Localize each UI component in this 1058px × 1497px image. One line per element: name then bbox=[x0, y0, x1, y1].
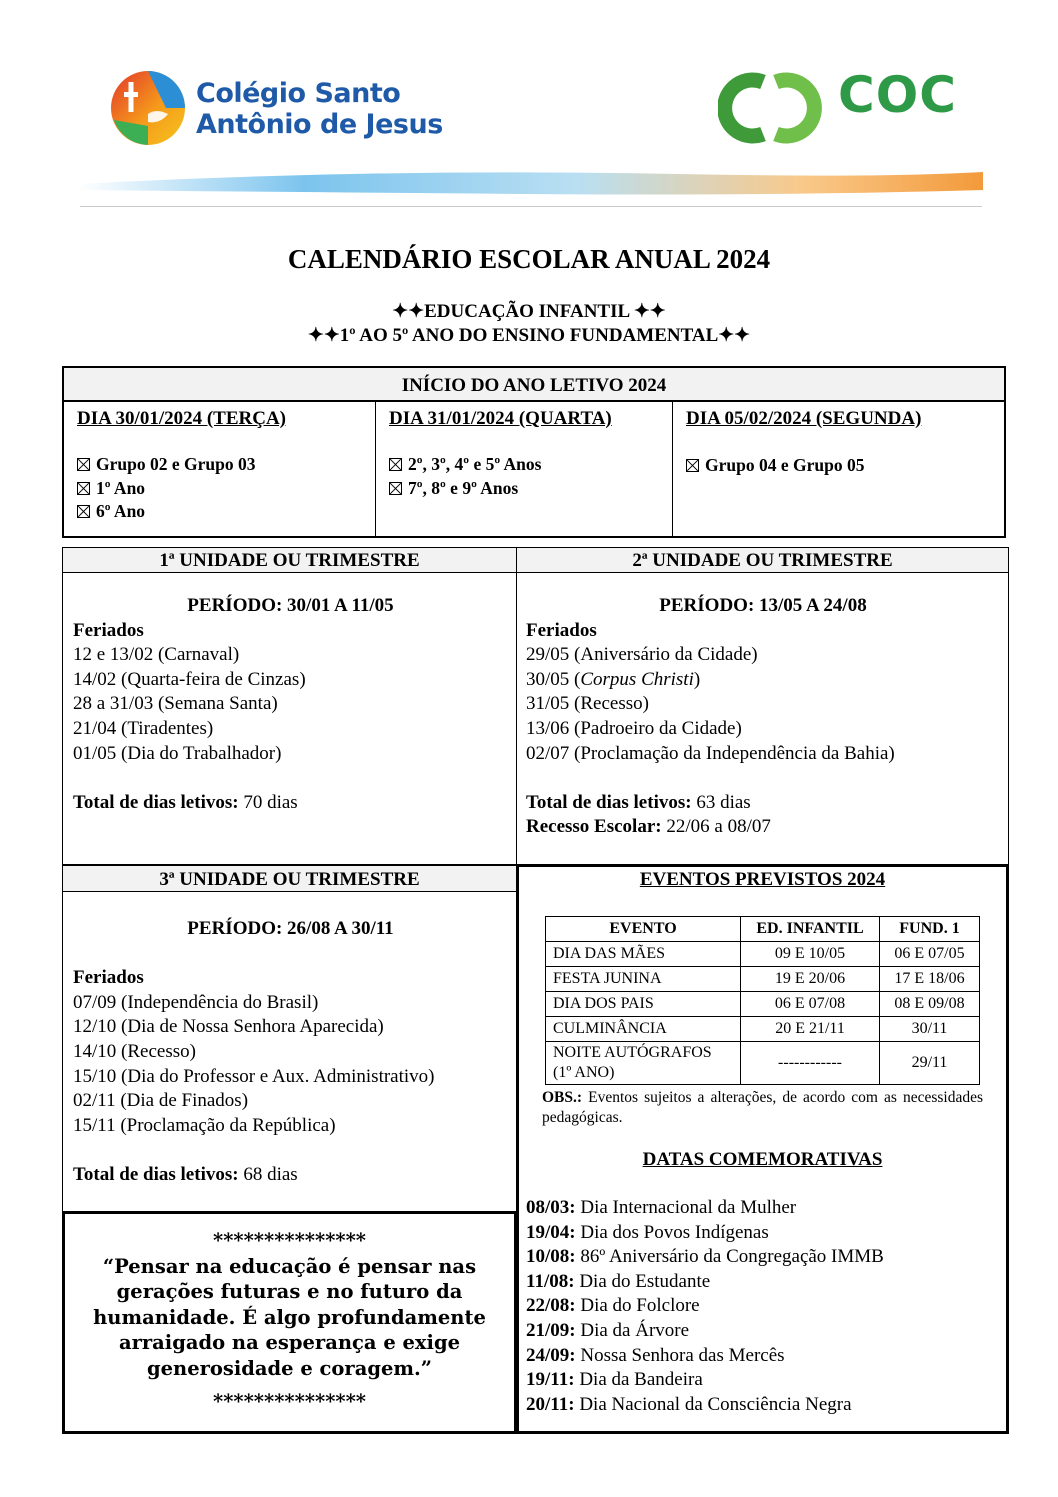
feriado-item: 07/09 (Independência do Brasil) bbox=[73, 991, 319, 1013]
feriados-label: Feriados bbox=[526, 619, 597, 641]
eventos-table bbox=[545, 916, 980, 1085]
quote-stars-bottom: *************** bbox=[213, 1390, 366, 1413]
list-item: Grupo 04 e Grupo 05 bbox=[686, 454, 921, 478]
unit2-periodo: PERÍODO: 13/05 A 24/08 bbox=[659, 595, 867, 616]
feriado-item: 21/04 (Tiradentes) bbox=[73, 717, 214, 739]
list-item: 11/08: Dia do Estudante bbox=[526, 1270, 711, 1292]
unit3-heading: 3ª UNIDADE OU TRIMESTRE bbox=[62, 865, 517, 892]
feriado-item: 01/05 (Dia do Trabalhador) bbox=[73, 742, 282, 764]
event-infantil-date: 19 E 20/06 bbox=[741, 967, 880, 992]
table-row bbox=[546, 1017, 980, 1042]
eventos-heading: EVENTOS PREVISTOS 2024 bbox=[639, 869, 886, 890]
school-logo bbox=[108, 68, 468, 152]
coc-wordmark: COC bbox=[838, 66, 957, 124]
event-name: CULMINÂNCIA bbox=[546, 1017, 741, 1042]
unit3-periodo: PERÍODO: 26/08 A 30/11 bbox=[187, 918, 394, 939]
feriado-item: 12 e 13/02 (Carnaval) bbox=[73, 644, 240, 666]
unit1-content bbox=[73, 594, 508, 815]
feriado-item: 30/05 (Corpus Christi) bbox=[526, 668, 701, 690]
list-item: 2º, 3º, 4º e 5º Anos bbox=[389, 453, 612, 477]
list-item: 7º, 8º e 9º Anos bbox=[389, 477, 612, 501]
quote-line: “Pensar na educação é pensar nas bbox=[102, 1254, 477, 1278]
subtitle-infantil: ✦✦EDUCAÇÃO INFANTIL ✦✦ bbox=[392, 301, 666, 322]
inicio-col-1 bbox=[77, 408, 286, 524]
feriado-item: 02/07 (Proclamação da Independência da Bahia) bbox=[526, 742, 895, 764]
checkbox-icon bbox=[77, 458, 90, 471]
table-header-row bbox=[546, 917, 980, 942]
table-row bbox=[546, 992, 980, 1017]
column-header: ED. INFANTIL bbox=[741, 917, 880, 942]
unit2-recesso: Recesso Escolar: 22/06 a 08/07 bbox=[526, 816, 771, 838]
unit2-total: Total de dias letivos: 63 dias bbox=[526, 791, 751, 813]
quote-line: arraigado na esperança e exige bbox=[118, 1331, 460, 1354]
table-row bbox=[546, 942, 980, 967]
list-item: 20/11: Dia Nacional da Consciência Negra bbox=[526, 1393, 852, 1415]
feriado-item: 31/05 (Recesso) bbox=[526, 693, 649, 715]
unit3-total: Total de dias letivos: 68 dias bbox=[73, 1163, 298, 1185]
feriado-item: 28 a 31/03 (Semana Santa) bbox=[73, 693, 278, 715]
coc-logo bbox=[718, 68, 988, 148]
event-fund-date: 06 E 07/05 bbox=[880, 942, 980, 967]
table-row bbox=[546, 967, 980, 992]
eventos-obs: OBS.: Eventos sujeitos a alterações, de acordo com as necessidades pedagógicas. bbox=[542, 1089, 983, 1126]
list-item: 1º Ano bbox=[77, 477, 286, 501]
unit1-total: Total de dias letivos: 70 dias bbox=[73, 791, 298, 813]
checkbox-icon bbox=[389, 458, 402, 471]
event-infantil-date: 06 E 07/08 bbox=[741, 992, 880, 1017]
checkbox-icon bbox=[77, 482, 90, 495]
inicio-heading: INÍCIO DO ANO LETIVO 2024 bbox=[62, 366, 1006, 402]
quote-line: gerações futuras e no futuro da bbox=[116, 1280, 463, 1303]
quote-line: generosidade e coragem.” bbox=[146, 1356, 433, 1380]
event-infantil-date: 09 E 10/05 bbox=[741, 942, 880, 967]
unit2-content bbox=[526, 594, 1000, 840]
inicio-date: DIA 05/02/2024 (SEGUNDA) bbox=[686, 408, 922, 429]
column-divider bbox=[516, 547, 517, 865]
list-item: 21/09: Dia da Árvore bbox=[526, 1319, 690, 1341]
list-item: 10/08: 86º Aniversário da Congregação IMMB bbox=[526, 1246, 884, 1268]
list-item: 24/09: Nossa Senhora das Mercês bbox=[526, 1344, 785, 1366]
list-item: 22/08: Dia do Folclore bbox=[526, 1295, 700, 1317]
feriado-item: 29/05 (Aniversário da Cidade) bbox=[526, 644, 758, 666]
event-fund-date: 08 E 09/08 bbox=[880, 992, 980, 1017]
quote-stars-top: *************** bbox=[213, 1229, 366, 1252]
inicio-date: DIA 31/01/2024 (QUARTA) bbox=[389, 408, 612, 429]
page-title: CALENDÁRIO ESCOLAR ANUAL 2024 bbox=[287, 244, 771, 274]
unit1-periodo: PERÍODO: 30/01 A 11/05 bbox=[187, 595, 394, 616]
unit2-heading: 2ª UNIDADE OU TRIMESTRE bbox=[516, 547, 1009, 573]
inicio-date: DIA 30/01/2024 (TERÇA) bbox=[77, 408, 287, 429]
event-name: FESTA JUNINA bbox=[546, 967, 741, 992]
event-infantil-date: 20 E 21/11 bbox=[741, 1017, 880, 1042]
inicio-col-3 bbox=[686, 408, 921, 478]
feriado-item: 15/11 (Proclamação da República) bbox=[73, 1114, 336, 1136]
event-name: DIA DAS MÃES bbox=[546, 942, 741, 967]
quote-block bbox=[66, 1228, 513, 1415]
list-item: 08/03: Dia Internacional da Mulher bbox=[526, 1197, 797, 1218]
feriados-label: Feriados bbox=[73, 967, 144, 989]
school-name-line2: Antônio de Jesus bbox=[196, 109, 443, 140]
event-fund-date: 30/11 bbox=[880, 1017, 980, 1042]
column-header: FUND. 1 bbox=[880, 917, 980, 942]
checkbox-icon bbox=[77, 505, 90, 518]
feriado-item: 14/10 (Recesso) bbox=[73, 1040, 196, 1062]
event-fund-date: 17 E 18/06 bbox=[880, 967, 980, 992]
column-divider bbox=[375, 401, 376, 538]
list-item: Grupo 02 e Grupo 03 bbox=[77, 453, 286, 477]
event-name: DIA DOS PAIS bbox=[546, 992, 741, 1017]
unit1-heading: 1ª UNIDADE OU TRIMESTRE bbox=[62, 547, 517, 573]
inicio-col-2 bbox=[389, 408, 612, 500]
feriado-item: 12/10 (Dia de Nossa Senhora Aparecida) bbox=[73, 1016, 384, 1038]
coc-emblem-icon bbox=[718, 68, 828, 146]
list-item: 6º Ano bbox=[77, 500, 286, 524]
checkbox-icon bbox=[389, 482, 402, 495]
subtitle-fundamental: ✦✦1º AO 5º ANO DO ENSINO FUNDAMENTAL✦✦ bbox=[307, 325, 751, 346]
feriado-item: 13/06 (Padroeiro da Cidade) bbox=[526, 717, 742, 739]
datas-list bbox=[526, 1196, 1004, 1417]
school-name-line1: Colégio Santo bbox=[196, 78, 401, 109]
header-divider bbox=[80, 206, 982, 207]
event-fund-date: 29/11 bbox=[880, 1042, 980, 1085]
list-item: 19/11: Dia da Bandeira bbox=[526, 1369, 703, 1391]
event-name: NOITE AUTÓGRAFOS (1º ANO) bbox=[546, 1042, 741, 1085]
column-divider bbox=[672, 401, 673, 538]
checkbox-icon bbox=[686, 459, 699, 472]
column-header: EVENTO bbox=[546, 917, 741, 942]
feriado-item: 15/10 (Dia do Professor e Aux. Administrativo) bbox=[73, 1065, 435, 1087]
table-row bbox=[546, 1042, 980, 1085]
school-emblem-icon bbox=[108, 68, 192, 152]
event-infantil-date: ------------ bbox=[741, 1042, 880, 1085]
quote-line: humanidade. É algo profundamente bbox=[93, 1305, 486, 1329]
feriado-item: 14/02 (Quarta-feira de Cinzas) bbox=[73, 668, 306, 690]
list-item: 19/04: Dia dos Povos Indígenas bbox=[526, 1221, 769, 1243]
feriado-item: 02/11 (Dia de Finados) bbox=[73, 1090, 249, 1112]
unit3-content bbox=[73, 917, 508, 1188]
header-swoosh bbox=[78, 166, 988, 206]
datas-heading: DATAS COMEMORATIVAS bbox=[642, 1149, 883, 1170]
feriados-label: Feriados bbox=[73, 619, 144, 641]
